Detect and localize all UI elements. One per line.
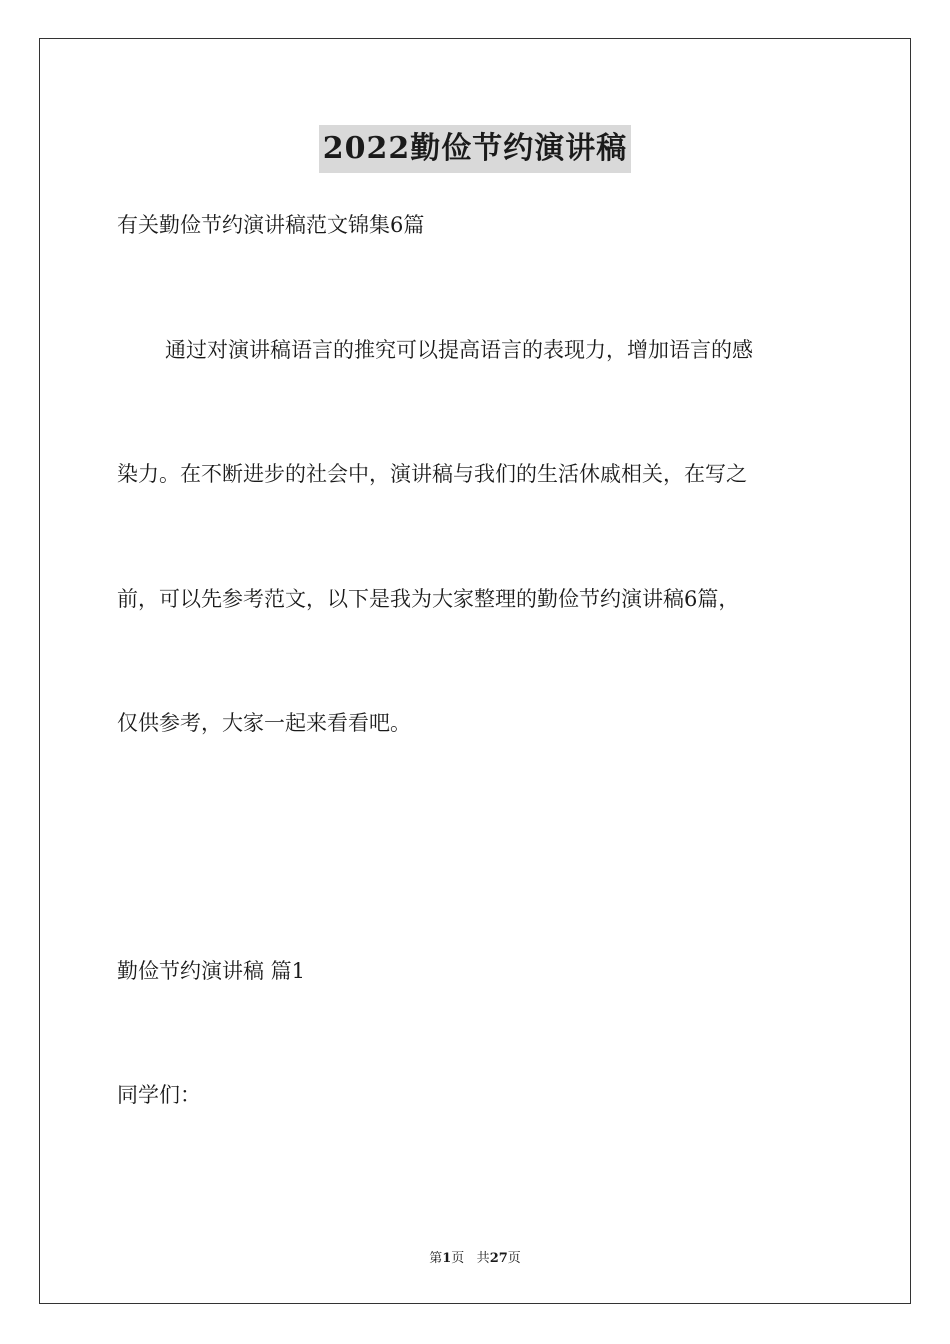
footer-total-suffix: 页 <box>507 1251 521 1266</box>
paragraph-line-4: 仅供参考，大家一起来看看吧。 <box>117 711 411 735</box>
paragraph-line-3: 前，可以先参考范文，以下是我为大家整理的勤俭节约演讲稿6篇， <box>117 587 740 611</box>
section-heading: 勤俭节约演讲稿 篇1 <box>117 959 306 983</box>
document-subtitle: 有关勤俭节约演讲稿范文锦集6篇 <box>117 213 425 237</box>
footer-total-prefix: 共 <box>476 1251 490 1266</box>
footer-page-suffix: 页 <box>451 1251 465 1266</box>
footer-page-prefix: 第 <box>429 1251 443 1266</box>
title-container <box>0 125 950 173</box>
footer-page-number: 1 <box>442 1251 452 1266</box>
document-title: 2022勤俭节约演讲稿 <box>319 125 632 173</box>
page-footer <box>0 1247 950 1266</box>
footer-total-pages: 27 <box>489 1251 508 1266</box>
paragraph-line-2: 染力。在不断进步的社会中，演讲稿与我们的生活休戚相关，在写之 <box>117 462 747 486</box>
paragraph-line-1: 通过对演讲稿语言的推究可以提高语言的表现力，增加语言的感 <box>165 338 753 362</box>
greeting-line: 同学们： <box>117 1083 201 1107</box>
